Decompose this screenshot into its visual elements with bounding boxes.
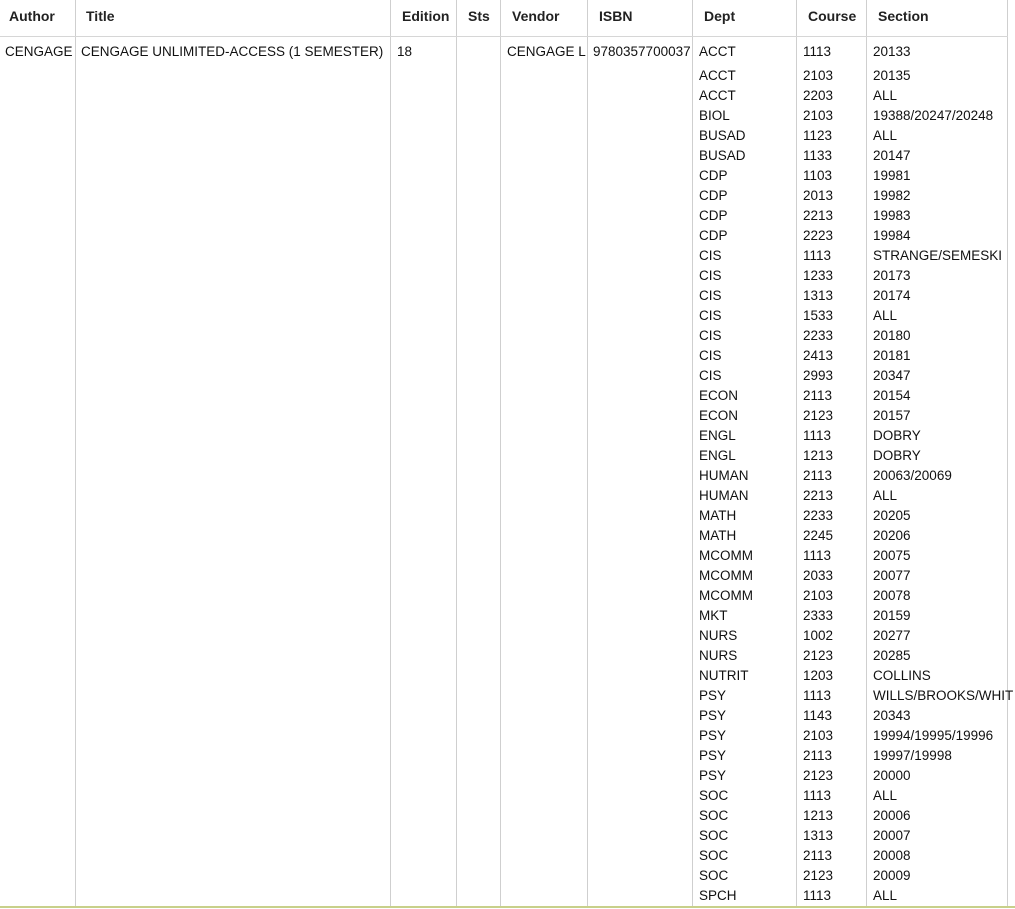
dept-cell: SOC xyxy=(699,848,729,863)
dept-cell: PSY xyxy=(699,688,727,703)
section-cell: 20006 xyxy=(873,808,911,823)
course-cell: 1103 xyxy=(803,168,833,183)
section-cell: 20181 xyxy=(873,348,911,363)
section-cell: ALL xyxy=(873,88,898,103)
dept-cell: BUSAD xyxy=(699,128,746,143)
course-cell: 1113 xyxy=(803,248,832,263)
section-cell: DOBRY xyxy=(873,448,921,463)
section-cell: 19981 xyxy=(873,168,911,183)
dept-cell: CDP xyxy=(699,188,728,203)
section-cell: 20007 xyxy=(873,828,911,843)
header-sts[interactable]: Sts xyxy=(468,8,490,24)
course-cell: 2993 xyxy=(803,368,834,383)
header-section[interactable]: Section xyxy=(878,8,929,24)
book-author: CENGAGE xyxy=(5,44,73,59)
course-cell: 2203 xyxy=(803,88,834,103)
dept-cell: CDP xyxy=(699,228,728,243)
section-cell: 20180 xyxy=(873,328,911,343)
section-cell: 19984 xyxy=(873,228,911,243)
section-cell: 19997/19998 xyxy=(873,748,952,763)
header-vendor[interactable]: Vendor xyxy=(512,8,560,24)
col-divider xyxy=(692,0,693,906)
dept-cell: CIS xyxy=(699,328,722,343)
section-cell: ALL xyxy=(873,308,898,323)
course-cell: 1213 xyxy=(803,808,834,823)
col-divider xyxy=(456,0,457,906)
header-divider xyxy=(0,36,1008,37)
section-list xyxy=(873,69,1013,909)
col-divider xyxy=(866,0,867,906)
col-divider xyxy=(587,0,588,906)
dept-cell: BUSAD xyxy=(699,148,746,163)
course-cell: 1143 xyxy=(803,708,833,723)
col-divider xyxy=(500,0,501,906)
section-cell: ALL xyxy=(873,888,898,903)
section-cell: 20205 xyxy=(873,508,911,523)
course-cell: 1113 xyxy=(803,888,832,903)
course-cell: 2113 xyxy=(803,848,833,863)
section-cell: 20277 xyxy=(873,628,911,643)
course-cell: 1113 xyxy=(803,688,832,703)
section-cell: 20000 xyxy=(873,768,911,783)
dept-cell: ACCT xyxy=(699,88,736,103)
course-cell: 2013 xyxy=(803,188,834,203)
section-cell: 20206 xyxy=(873,528,911,543)
course-cell: 1313 xyxy=(803,828,834,843)
course-cell: 1133 xyxy=(803,148,833,163)
course-cell: 1113 xyxy=(803,428,832,443)
section-cell: 20077 xyxy=(873,568,911,583)
course-list xyxy=(803,69,833,909)
section-cell: DOBRY xyxy=(873,428,921,443)
section-cell: 19994/19995/19996 xyxy=(873,728,994,743)
dept-cell: NUTRIT xyxy=(699,668,749,683)
header-author[interactable]: Author xyxy=(9,8,55,24)
dept-cell: CDP xyxy=(699,168,728,183)
dept-cell: PSY xyxy=(699,748,727,763)
section-cell: 20285 xyxy=(873,648,911,663)
section-cell: STRANGE/SEMESKI xyxy=(873,248,1003,263)
course-cell: 1533 xyxy=(803,308,834,323)
section-cell: ALL xyxy=(873,788,898,803)
book-isbn: 9780357700037 xyxy=(593,44,691,59)
dept-cell: SPCH xyxy=(699,888,737,903)
section-cell: 20343 xyxy=(873,708,911,723)
dept-cell: HUMAN xyxy=(699,468,749,483)
dept-cell: MCOMM xyxy=(699,568,753,583)
header-course[interactable]: Course xyxy=(808,8,857,24)
course-cell: 2213 xyxy=(803,208,834,223)
course-cell: 2223 xyxy=(803,228,834,243)
dept-cell: MCOMM xyxy=(699,588,753,603)
first-dept: ACCT xyxy=(699,44,736,59)
course-cell: 1002 xyxy=(803,628,834,643)
col-divider xyxy=(75,0,76,906)
dept-cell: SOC xyxy=(699,828,729,843)
course-cell: 1313 xyxy=(803,288,834,303)
section-cell: 19388/20247/20248 xyxy=(873,108,994,123)
course-cell: 1123 xyxy=(803,128,833,143)
course-cell: 2413 xyxy=(803,348,834,363)
dept-cell: CIS xyxy=(699,348,722,363)
course-cell: 2233 xyxy=(803,508,834,523)
dept-cell: CIS xyxy=(699,368,722,383)
course-cell: 2113 xyxy=(803,388,833,403)
dept-cell: CDP xyxy=(699,208,728,223)
course-cell: 2103 xyxy=(803,728,834,743)
section-cell: 20159 xyxy=(873,608,911,623)
dept-cell: CIS xyxy=(699,288,722,303)
first-course: 1113 xyxy=(803,44,832,59)
course-cell: 2245 xyxy=(803,528,834,543)
dept-cell: ENGL xyxy=(699,448,736,463)
header-isbn[interactable]: ISBN xyxy=(599,8,633,24)
dept-cell: NURS xyxy=(699,648,738,663)
book-title: CENGAGE UNLIMITED-ACCESS (1 SEMESTER) xyxy=(81,44,384,59)
dept-cell: HUMAN xyxy=(699,488,749,503)
course-cell: 2103 xyxy=(803,588,834,603)
dept-cell: MKT xyxy=(699,608,728,623)
section-cell: ALL xyxy=(873,488,898,503)
course-cell: 2113 xyxy=(803,468,833,483)
dept-cell: CIS xyxy=(699,248,722,263)
dept-cell: PSY xyxy=(699,768,727,783)
section-cell: 20154 xyxy=(873,388,911,403)
section-cell: 19982 xyxy=(873,188,911,203)
dept-cell: CIS xyxy=(699,308,722,323)
course-cell: 1233 xyxy=(803,268,834,283)
course-cell: 2333 xyxy=(803,608,834,623)
course-cell: 2123 xyxy=(803,408,834,423)
course-cell: 1213 xyxy=(803,448,834,463)
dept-cell: MATH xyxy=(699,508,737,523)
course-cell: 2233 xyxy=(803,328,834,343)
col-divider xyxy=(390,0,391,906)
section-cell: 20075 xyxy=(873,548,911,563)
dept-cell: NURS xyxy=(699,628,738,643)
section-cell: 20173 xyxy=(873,268,911,283)
section-cell: COLLINS xyxy=(873,668,931,683)
header-title[interactable]: Title xyxy=(86,8,115,24)
dept-cell: SOC xyxy=(699,788,729,803)
dept-cell: SOC xyxy=(699,808,729,823)
course-cell: 2103 xyxy=(803,108,834,123)
course-cell: 2213 xyxy=(803,488,834,503)
course-cell: 2113 xyxy=(803,748,833,763)
section-cell: WILLS/BROOKS/WHIT xyxy=(873,688,1014,703)
course-cell: 2123 xyxy=(803,768,834,783)
header-edition[interactable]: Edition xyxy=(402,8,450,24)
course-cell: 2123 xyxy=(803,868,834,883)
course-cell: 2123 xyxy=(803,648,834,663)
dept-cell: MATH xyxy=(699,528,737,543)
section-cell: 19983 xyxy=(873,208,911,223)
course-cell: 2033 xyxy=(803,568,834,583)
dept-cell: ACCT xyxy=(699,68,736,83)
book-vendor: CENGAGE L xyxy=(507,44,586,59)
section-cell: 20147 xyxy=(873,148,911,163)
course-cell: 1113 xyxy=(803,788,832,803)
section-cell: 20135 xyxy=(873,68,911,83)
section-cell: 20063/20069 xyxy=(873,468,952,483)
section-cell: 20347 xyxy=(873,368,911,383)
first-section: 20133 xyxy=(873,44,911,59)
dept-cell: ECON xyxy=(699,408,739,423)
col-divider xyxy=(796,0,797,906)
dept-cell: MCOMM xyxy=(699,548,753,563)
course-cell: 2103 xyxy=(803,68,834,83)
dept-cell: ENGL xyxy=(699,428,736,443)
dept-cell: PSY xyxy=(699,708,727,723)
course-cell: 1203 xyxy=(803,668,834,683)
table-bottom-border xyxy=(0,906,1015,908)
dept-cell: ECON xyxy=(699,388,739,403)
section-cell: 20157 xyxy=(873,408,911,423)
dept-cell: BIOL xyxy=(699,108,730,123)
dept-cell: CIS xyxy=(699,268,722,283)
section-cell: 20009 xyxy=(873,868,911,883)
section-cell: 20008 xyxy=(873,848,911,863)
course-cell: 1113 xyxy=(803,548,832,563)
section-cell: 20078 xyxy=(873,588,911,603)
dept-cell: PSY xyxy=(699,728,727,743)
dept-cell: SOC xyxy=(699,868,729,883)
section-cell: 20174 xyxy=(873,288,911,303)
section-cell: ALL xyxy=(873,128,898,143)
dept-list xyxy=(699,69,753,909)
book-edition: 18 xyxy=(397,44,413,59)
header-dept[interactable]: Dept xyxy=(704,8,736,24)
